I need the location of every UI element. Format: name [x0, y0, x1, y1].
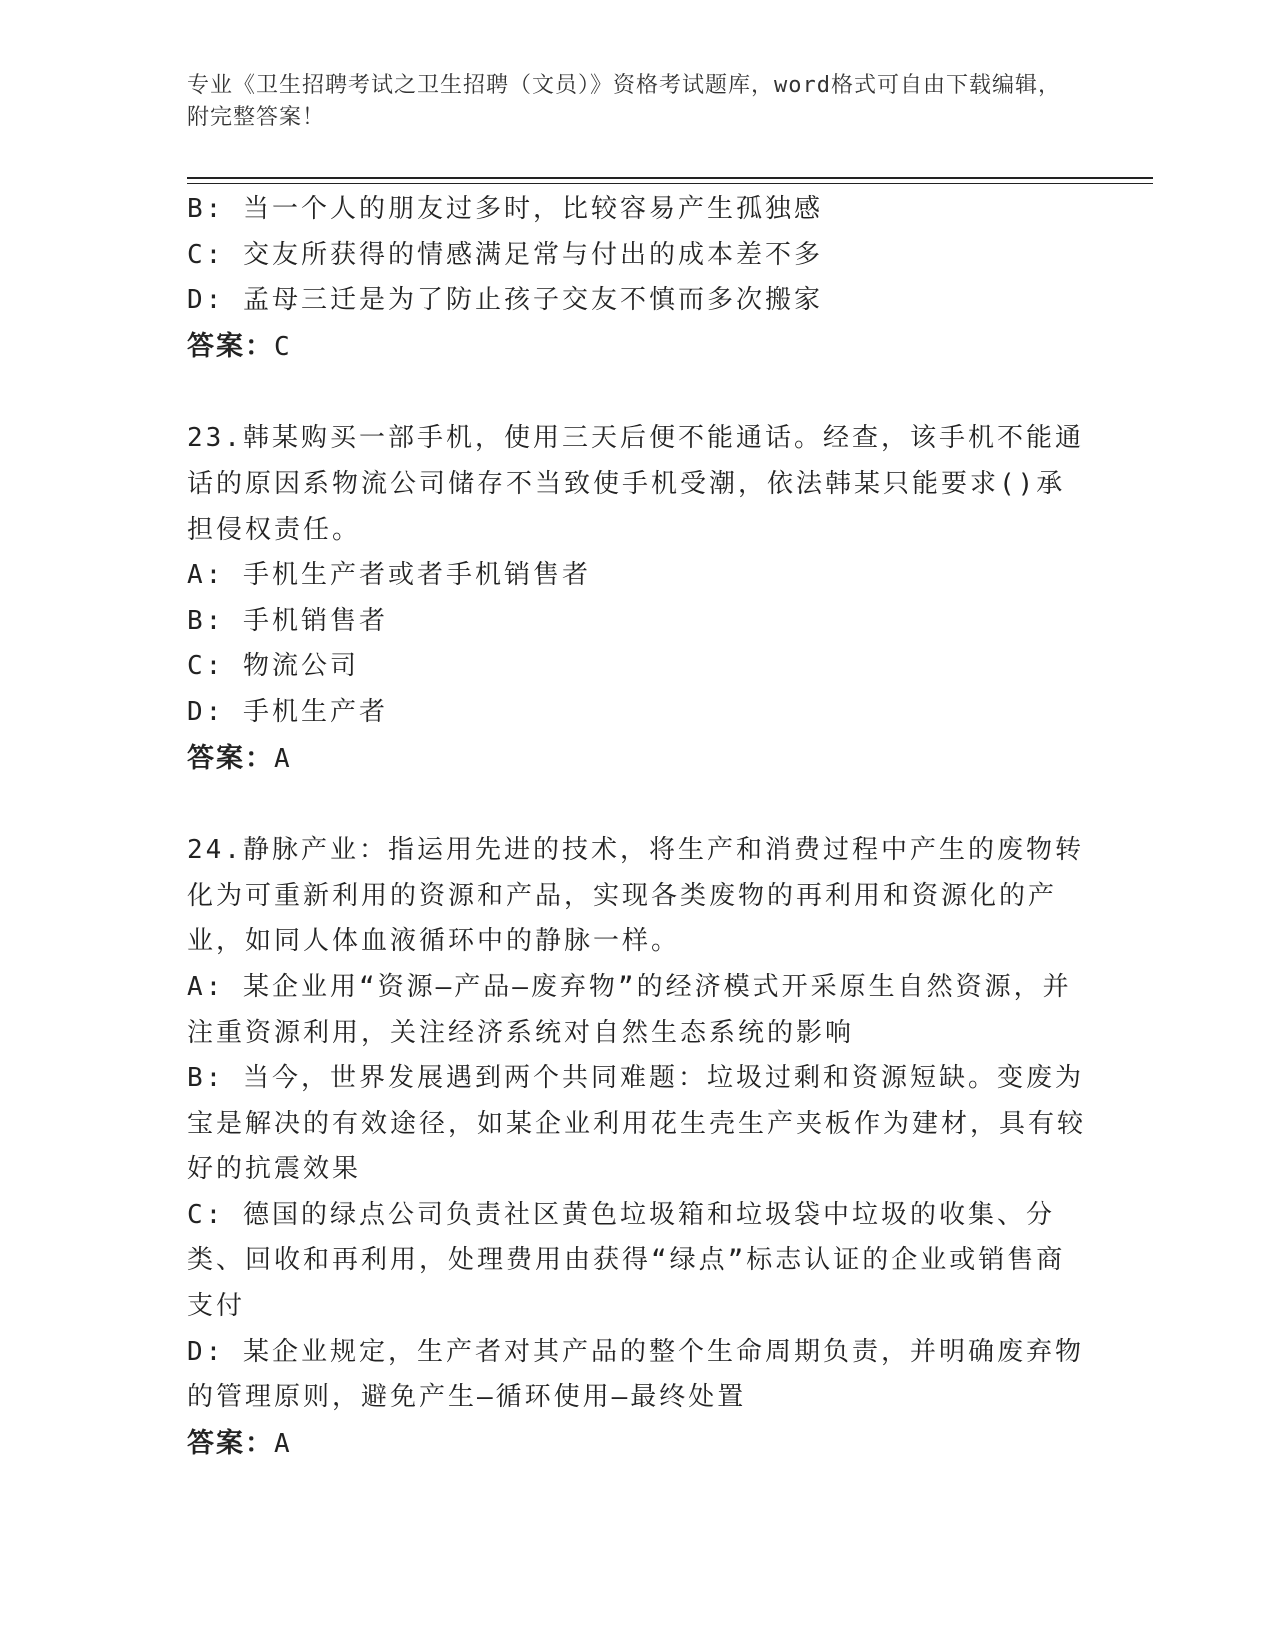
- answer-line: [187, 324, 1087, 371]
- answer-line: [187, 1421, 1087, 1468]
- option-d: D: 某企业规定，生产者对其产品的整个生命周期负责，并明确废弃物的管理原则，避免产生—循环使用—最终处置: [187, 1336, 1084, 1413]
- option-b: B: 当今，世界发展遇到两个共同难题：垃圾过剩和资源短缺。变废为宝是解决的有效途径，如某企业利用花生壳生产夹板作为建材，具有较好的抗震效果: [187, 1063, 1087, 1185]
- header-divider: [187, 177, 1153, 184]
- answer-value: A: [274, 1428, 293, 1459]
- header-text: 专业《卫生招聘考试之卫生招聘（文员）》资格考试题库，word格式可自由下载编辑，附完整答案！: [187, 73, 1061, 130]
- question-number: 24.: [187, 835, 243, 866]
- question-24: [187, 828, 1087, 1467]
- answer-line: [187, 736, 1087, 783]
- answer-value: C: [274, 331, 293, 362]
- answer-label: 答案：: [187, 330, 274, 362]
- option-a: A: 某企业用“资源—产品—废弃物”的经济模式开采原生自然资源，并注重资源利用，关注经济系统对自然生态系统的影响: [187, 971, 1072, 1048]
- question-text: 静脉产业：指运用先进的技术，将生产和消费过程中产生的废物转化为可重新利用的资源和产品，实现各类废物的再利用和资源化的产业，如同人体血液循环中的静脉一样。: [187, 835, 1084, 957]
- page-header: [187, 70, 1067, 134]
- question-text: 韩某购买一部手机，使用三天后便不能通话。经查，该手机不能通话的原因系物流公司储存不当致使手机受潮，依法韩某只能要求()承担侵权责任。: [187, 423, 1084, 545]
- option-d: D: 手机生产者: [187, 696, 388, 727]
- option-c: C: 德国的绿点公司负责社区黄色垃圾箱和垃圾袋中垃圾的收集、分类、回收和再利用，处理费用由获得“绿点”标志认证的企业或销售商支付: [187, 1199, 1066, 1322]
- question-stem: [187, 416, 1087, 553]
- option-b: B: 当一个人的朋友过多时，比较容易产生孤独感: [187, 194, 823, 224]
- previous-question: [187, 187, 1087, 370]
- question-stem: [187, 828, 1087, 965]
- question-number: 23.: [187, 423, 243, 454]
- question-23: [187, 416, 1087, 782]
- question-content: [187, 187, 1087, 1513]
- answer-label: 答案：: [187, 742, 274, 774]
- option-c: C: 交友所获得的情感满足常与付出的成本差不多: [187, 239, 823, 270]
- option-d: D: 孟母三迁是为了防止孩子交友不慎而多次搬家: [187, 285, 823, 316]
- option-c: C: 物流公司: [187, 651, 359, 682]
- answer-label: 答案：: [187, 1427, 274, 1459]
- option-b: B: 手机销售者: [187, 605, 388, 636]
- answer-value: A: [274, 743, 293, 774]
- option-a: A: 手机生产者或者手机销售者: [187, 560, 591, 591]
